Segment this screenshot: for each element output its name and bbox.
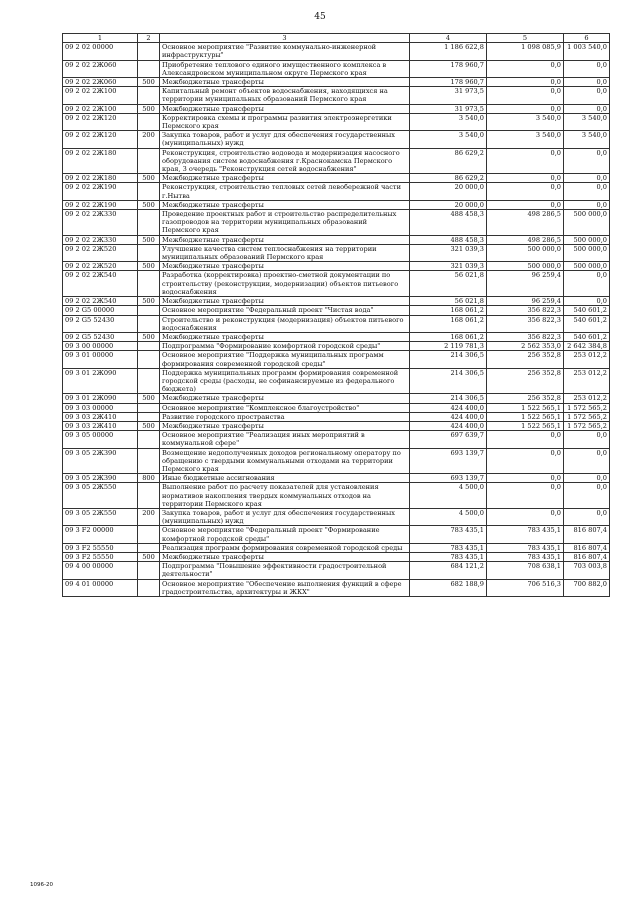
type-cell bbox=[138, 183, 160, 200]
budget-table-container bbox=[62, 33, 610, 597]
table-row bbox=[63, 394, 610, 403]
page-number: 45 bbox=[314, 12, 326, 22]
description-cell: Подпрограмма "Формирование комфортной городской среды" bbox=[160, 342, 410, 351]
amount-2021-cell: 4 500,0 bbox=[410, 483, 487, 509]
amount-2022-cell: 0,0 bbox=[487, 60, 564, 77]
amount-2021-cell: 56 021,8 bbox=[410, 271, 487, 297]
description-cell: Межбюджетные трансферты bbox=[160, 174, 410, 183]
column-number-2: 2 bbox=[138, 34, 160, 43]
code-cell: 09 2 02 2Ж060 bbox=[63, 60, 138, 77]
amount-2022-cell: 356 822,3 bbox=[487, 306, 564, 315]
description-cell: Межбюджетные трансферты bbox=[160, 394, 410, 403]
table-row bbox=[63, 431, 610, 448]
code-cell: 09 3 03 00000 bbox=[63, 403, 138, 412]
amount-2023-cell: 0,0 bbox=[564, 271, 610, 297]
amount-2023-cell: 0,0 bbox=[564, 87, 610, 104]
code-cell: 09 3 05 00000 bbox=[63, 431, 138, 448]
type-cell bbox=[138, 342, 160, 351]
amount-2023-cell: 500 000,0 bbox=[564, 210, 610, 236]
code-cell: 09 2 02 2Ж190 bbox=[63, 183, 138, 200]
amount-2022-cell: 0,0 bbox=[487, 474, 564, 483]
table-row bbox=[63, 104, 610, 113]
amount-2021-cell: 86 629,2 bbox=[410, 174, 487, 183]
description-cell: Подпрограмма "Повышение эффективности градостроительной деятельности" bbox=[160, 562, 410, 579]
table-row bbox=[63, 412, 610, 421]
code-cell: 09 2 02 2Ж120 bbox=[63, 113, 138, 130]
description-cell: Основное мероприятие "Федеральный проект "Формирование комфортной городской среды" bbox=[160, 526, 410, 543]
amount-2022-cell: 498 286,5 bbox=[487, 235, 564, 244]
code-cell: 09 3 05 2Ж390 bbox=[63, 474, 138, 483]
code-cell: 09 2 02 2Ж100 bbox=[63, 104, 138, 113]
type-cell: 800 bbox=[138, 474, 160, 483]
type-cell: 500 bbox=[138, 297, 160, 306]
amount-2021-cell: 178 960,7 bbox=[410, 78, 487, 87]
amount-2023-cell: 1 003 540,0 bbox=[564, 43, 610, 60]
column-number-5: 5 bbox=[487, 34, 564, 43]
table-row bbox=[63, 262, 610, 271]
amount-2021-cell: 31 973,5 bbox=[410, 87, 487, 104]
table-row bbox=[63, 200, 610, 209]
amount-2021-cell: 424 400,0 bbox=[410, 403, 487, 412]
amount-2022-cell: 708 638,1 bbox=[487, 562, 564, 579]
description-cell: Основное мероприятие "Развитие коммунально-инженерной инфраструктуры" bbox=[160, 43, 410, 60]
amount-2023-cell: 0,0 bbox=[564, 183, 610, 200]
code-cell: 09 2 02 2Ж060 bbox=[63, 78, 138, 87]
amount-2021-cell: 693 139,7 bbox=[410, 474, 487, 483]
type-cell bbox=[138, 271, 160, 297]
amount-2021-cell: 168 061,2 bbox=[410, 306, 487, 315]
type-cell: 500 bbox=[138, 262, 160, 271]
type-cell bbox=[138, 113, 160, 130]
amount-2021-cell: 178 960,7 bbox=[410, 60, 487, 77]
code-cell: 09 3 01 2Ж090 bbox=[63, 394, 138, 403]
amount-2022-cell: 96 259,4 bbox=[487, 271, 564, 297]
amount-2023-cell: 0,0 bbox=[564, 448, 610, 474]
description-cell: Межбюджетные трансферты bbox=[160, 200, 410, 209]
table-row bbox=[63, 210, 610, 236]
budget-table-body bbox=[63, 34, 610, 597]
column-number-1: 1 bbox=[63, 34, 138, 43]
code-cell: 09 3 F2 55550 bbox=[63, 552, 138, 561]
type-cell bbox=[138, 543, 160, 552]
code-cell: 09 2 G5 00000 bbox=[63, 306, 138, 315]
amount-2023-cell: 3 540,0 bbox=[564, 131, 610, 148]
type-cell bbox=[138, 148, 160, 174]
amount-2021-cell: 20 000,0 bbox=[410, 183, 487, 200]
amount-2021-cell: 693 139,7 bbox=[410, 448, 487, 474]
description-cell: Строительство и реконструкция (модернизация) объектов питьевого водоснабжения bbox=[160, 315, 410, 332]
amount-2021-cell: 4 500,0 bbox=[410, 508, 487, 525]
code-cell: 09 3 01 00000 bbox=[63, 351, 138, 368]
code-cell: 09 3 F2 00000 bbox=[63, 526, 138, 543]
table-row bbox=[63, 421, 610, 430]
code-cell: 09 3 05 2Ж550 bbox=[63, 508, 138, 525]
amount-2021-cell: 3 540,0 bbox=[410, 113, 487, 130]
amount-2022-cell: 1 098 085,9 bbox=[487, 43, 564, 60]
table-row bbox=[63, 552, 610, 561]
table-row bbox=[63, 174, 610, 183]
type-cell: 500 bbox=[138, 200, 160, 209]
description-cell: Улучшение качества систем теплоснабжения на территории муниципальных образований Пермского края bbox=[160, 244, 410, 261]
code-cell: 09 3 03 2Ж410 bbox=[63, 421, 138, 430]
table-row bbox=[63, 87, 610, 104]
amount-2021-cell: 783 435,1 bbox=[410, 552, 487, 561]
description-cell: Реконструкция, строительство водовода и модернизация насосного оборудования систем водоснабжения г.Краснокамска Пермского края, 3 очередь "Реконструкция сетей водоснабжения" bbox=[160, 148, 410, 174]
amount-2022-cell: 0,0 bbox=[487, 448, 564, 474]
amount-2021-cell: 214 306,5 bbox=[410, 394, 487, 403]
description-cell: Межбюджетные трансферты bbox=[160, 552, 410, 561]
type-cell bbox=[138, 43, 160, 60]
description-cell: Проведение проектных работ и строительство распределительных газопроводов на территории муниципальных образований Пермского края bbox=[160, 210, 410, 236]
amount-2023-cell: 0,0 bbox=[564, 148, 610, 174]
amount-2021-cell: 682 188,9 bbox=[410, 579, 487, 596]
amount-2023-cell: 816 807,4 bbox=[564, 552, 610, 561]
amount-2022-cell: 356 822,3 bbox=[487, 332, 564, 341]
type-cell bbox=[138, 368, 160, 394]
amount-2022-cell: 500 000,0 bbox=[487, 244, 564, 261]
type-cell bbox=[138, 351, 160, 368]
amount-2022-cell: 706 516,3 bbox=[487, 579, 564, 596]
type-cell bbox=[138, 483, 160, 509]
amount-2022-cell: 498 286,5 bbox=[487, 210, 564, 236]
amount-2023-cell: 1 572 565,2 bbox=[564, 403, 610, 412]
amount-2022-cell: 96 259,4 bbox=[487, 297, 564, 306]
amount-2021-cell: 488 458,3 bbox=[410, 210, 487, 236]
table-row bbox=[63, 131, 610, 148]
description-cell: Межбюджетные трансферты bbox=[160, 104, 410, 113]
description-cell: Реализация программ формирования современной городской среды bbox=[160, 543, 410, 552]
amount-2023-cell: 500 000,0 bbox=[564, 244, 610, 261]
amount-2021-cell: 20 000,0 bbox=[410, 200, 487, 209]
type-cell bbox=[138, 306, 160, 315]
table-row bbox=[63, 113, 610, 130]
amount-2021-cell: 31 973,5 bbox=[410, 104, 487, 113]
amount-2023-cell: 0,0 bbox=[564, 104, 610, 113]
amount-2022-cell: 1 522 565,1 bbox=[487, 403, 564, 412]
code-cell: 09 3 05 2Ж390 bbox=[63, 448, 138, 474]
amount-2021-cell: 1 186 622,8 bbox=[410, 43, 487, 60]
table-row bbox=[63, 543, 610, 552]
amount-2022-cell: 3 540,0 bbox=[487, 131, 564, 148]
table-row bbox=[63, 183, 610, 200]
table-row bbox=[63, 448, 610, 474]
amount-2022-cell: 0,0 bbox=[487, 78, 564, 87]
table-row bbox=[63, 148, 610, 174]
amount-2021-cell: 697 639,7 bbox=[410, 431, 487, 448]
description-cell: Выполнение работ по расчету показателей для установления нормативов накопления твердых коммунальных отходов на территории Пермского края bbox=[160, 483, 410, 509]
amount-2021-cell: 424 400,0 bbox=[410, 412, 487, 421]
code-cell: 09 2 02 2Ж540 bbox=[63, 297, 138, 306]
amount-2023-cell: 540 601,2 bbox=[564, 306, 610, 315]
type-cell bbox=[138, 403, 160, 412]
amount-2022-cell: 356 822,3 bbox=[487, 315, 564, 332]
type-cell bbox=[138, 315, 160, 332]
table-row bbox=[63, 526, 610, 543]
amount-2022-cell: 0,0 bbox=[487, 87, 564, 104]
code-cell: 09 2 02 00000 bbox=[63, 43, 138, 60]
type-cell bbox=[138, 448, 160, 474]
type-cell bbox=[138, 87, 160, 104]
table-row bbox=[63, 332, 610, 341]
description-cell: Межбюджетные трансферты bbox=[160, 235, 410, 244]
amount-2023-cell: 0,0 bbox=[564, 200, 610, 209]
amount-2022-cell: 0,0 bbox=[487, 431, 564, 448]
type-cell bbox=[138, 562, 160, 579]
amount-2021-cell: 321 039,3 bbox=[410, 262, 487, 271]
amount-2022-cell: 1 522 565,1 bbox=[487, 421, 564, 430]
amount-2021-cell: 783 435,1 bbox=[410, 543, 487, 552]
type-cell: 500 bbox=[138, 332, 160, 341]
table-row bbox=[63, 368, 610, 394]
table-row bbox=[63, 297, 610, 306]
amount-2022-cell: 0,0 bbox=[487, 483, 564, 509]
amount-2023-cell: 0,0 bbox=[564, 78, 610, 87]
code-cell: 09 4 01 00000 bbox=[63, 579, 138, 596]
description-cell: Основное мероприятие "Обеспечение выполнения функций в сфере градостроительства, архитектуры и ЖКХ" bbox=[160, 579, 410, 596]
type-cell: 500 bbox=[138, 421, 160, 430]
table-row bbox=[63, 315, 610, 332]
description-cell: Межбюджетные трансферты bbox=[160, 78, 410, 87]
code-cell: 09 2 02 2Ж520 bbox=[63, 244, 138, 261]
amount-2023-cell: 0,0 bbox=[564, 508, 610, 525]
amount-2023-cell: 2 642 384,8 bbox=[564, 342, 610, 351]
table-row bbox=[63, 474, 610, 483]
description-cell: Развитие городского пространства bbox=[160, 412, 410, 421]
amount-2022-cell: 0,0 bbox=[487, 200, 564, 209]
type-cell: 500 bbox=[138, 394, 160, 403]
amount-2023-cell: 540 601,2 bbox=[564, 332, 610, 341]
type-cell: 500 bbox=[138, 552, 160, 561]
description-cell: Межбюджетные трансферты bbox=[160, 262, 410, 271]
type-cell bbox=[138, 412, 160, 421]
amount-2023-cell: 816 807,4 bbox=[564, 526, 610, 543]
description-cell: Межбюджетные трансферты bbox=[160, 297, 410, 306]
amount-2022-cell: 2 562 353,0 bbox=[487, 342, 564, 351]
description-cell: Разработка (корректировка) проектно-сметной документации по строительству (реконструкции, модернизации) объектов питьевого водоснабжения bbox=[160, 271, 410, 297]
amount-2022-cell: 0,0 bbox=[487, 104, 564, 113]
amount-2022-cell: 783 435,1 bbox=[487, 552, 564, 561]
description-cell: Межбюджетные трансферты bbox=[160, 421, 410, 430]
description-cell: Возмещение недополученных доходов региональному оператору по обращению с твердыми коммунальными отходами на территории Пермского края bbox=[160, 448, 410, 474]
table-row bbox=[63, 483, 610, 509]
column-number-row bbox=[63, 34, 610, 43]
amount-2022-cell: 0,0 bbox=[487, 148, 564, 174]
amount-2022-cell: 256 352,8 bbox=[487, 368, 564, 394]
amount-2023-cell: 500 000,0 bbox=[564, 262, 610, 271]
type-cell: 200 bbox=[138, 508, 160, 525]
amount-2021-cell: 488 458,3 bbox=[410, 235, 487, 244]
description-cell: Основное мероприятие "Реализация иных мероприятий в коммунальной сфере" bbox=[160, 431, 410, 448]
amount-2021-cell: 168 061,2 bbox=[410, 315, 487, 332]
table-row bbox=[63, 271, 610, 297]
amount-2021-cell: 56 021,8 bbox=[410, 297, 487, 306]
table-row bbox=[63, 60, 610, 77]
amount-2022-cell: 0,0 bbox=[487, 508, 564, 525]
amount-2023-cell: 0,0 bbox=[564, 60, 610, 77]
amount-2023-cell: 0,0 bbox=[564, 483, 610, 509]
description-cell: Реконструкция, строительство тепловых сетей левобережной части г.Нытва bbox=[160, 183, 410, 200]
amount-2023-cell: 3 540,0 bbox=[564, 113, 610, 130]
description-cell: Корректировка схемы и программы развития электроэнергетики Пермского края bbox=[160, 113, 410, 130]
type-cell bbox=[138, 210, 160, 236]
amount-2023-cell: 700 882,0 bbox=[564, 579, 610, 596]
code-cell: 09 2 02 2Ж120 bbox=[63, 131, 138, 148]
table-row bbox=[63, 78, 610, 87]
table-row bbox=[63, 562, 610, 579]
amount-2022-cell: 256 352,8 bbox=[487, 394, 564, 403]
type-cell: 500 bbox=[138, 78, 160, 87]
type-cell bbox=[138, 579, 160, 596]
table-row bbox=[63, 579, 610, 596]
description-cell: Приобретение теплового единого имущественного комплекса в Александровском муниципальном округе Пермского края bbox=[160, 60, 410, 77]
description-cell: Основное мероприятие "Поддержка муниципальных программ формирования современной городской среды" bbox=[160, 351, 410, 368]
budget-table bbox=[62, 33, 610, 597]
table-row bbox=[63, 508, 610, 525]
code-cell: 09 3 00 00000 bbox=[63, 342, 138, 351]
amount-2023-cell: 703 003,8 bbox=[564, 562, 610, 579]
amount-2022-cell: 256 352,8 bbox=[487, 351, 564, 368]
amount-2023-cell: 0,0 bbox=[564, 297, 610, 306]
type-cell: 500 bbox=[138, 174, 160, 183]
type-cell bbox=[138, 244, 160, 261]
code-cell: 09 2 G5 52430 bbox=[63, 315, 138, 332]
column-number-4: 4 bbox=[410, 34, 487, 43]
amount-2021-cell: 2 119 781,3 bbox=[410, 342, 487, 351]
table-row bbox=[63, 342, 610, 351]
amount-2023-cell: 0,0 bbox=[564, 174, 610, 183]
code-cell: 09 2 G5 52430 bbox=[63, 332, 138, 341]
code-cell: 09 3 F2 55550 bbox=[63, 543, 138, 552]
type-cell bbox=[138, 60, 160, 77]
type-cell: 500 bbox=[138, 104, 160, 113]
amount-2021-cell: 783 435,1 bbox=[410, 526, 487, 543]
table-row bbox=[63, 235, 610, 244]
description-cell: Основное мероприятие "Федеральный проект "Чистая вода" bbox=[160, 306, 410, 315]
amount-2021-cell: 214 306,5 bbox=[410, 368, 487, 394]
footer-code: 1096-20 bbox=[30, 882, 53, 888]
code-cell: 09 3 05 2Ж550 bbox=[63, 483, 138, 509]
code-cell: 09 4 00 00000 bbox=[63, 562, 138, 579]
type-cell bbox=[138, 526, 160, 543]
code-cell: 09 2 02 2Ж100 bbox=[63, 87, 138, 104]
amount-2023-cell: 500 000,0 bbox=[564, 235, 610, 244]
type-cell bbox=[138, 431, 160, 448]
code-cell: 09 2 02 2Ж180 bbox=[63, 148, 138, 174]
table-row bbox=[63, 403, 610, 412]
amount-2022-cell: 783 435,1 bbox=[487, 526, 564, 543]
code-cell: 09 2 02 2Ж180 bbox=[63, 174, 138, 183]
table-row bbox=[63, 43, 610, 60]
amount-2023-cell: 253 012,2 bbox=[564, 368, 610, 394]
description-cell: Межбюджетные трансферты bbox=[160, 332, 410, 341]
amount-2022-cell: 783 435,1 bbox=[487, 543, 564, 552]
amount-2021-cell: 214 306,5 bbox=[410, 351, 487, 368]
amount-2021-cell: 3 540,0 bbox=[410, 131, 487, 148]
amount-2023-cell: 1 572 565,2 bbox=[564, 412, 610, 421]
amount-2022-cell: 0,0 bbox=[487, 183, 564, 200]
amount-2021-cell: 684 121,2 bbox=[410, 562, 487, 579]
amount-2023-cell: 253 012,2 bbox=[564, 351, 610, 368]
description-cell: Закупка товаров, работ и услуг для обеспечения государственных (муниципальных) нужд bbox=[160, 131, 410, 148]
code-cell: 09 3 03 2Ж410 bbox=[63, 412, 138, 421]
description-cell: Закупка товаров, работ и услуг для обеспечения государственных (муниципальных) нужд bbox=[160, 508, 410, 525]
code-cell: 09 2 02 2Ж540 bbox=[63, 271, 138, 297]
amount-2023-cell: 0,0 bbox=[564, 431, 610, 448]
amount-2023-cell: 1 572 565,2 bbox=[564, 421, 610, 430]
table-row bbox=[63, 244, 610, 261]
description-cell: Поддержка муниципальных программ формирования современной городской среды (расходы, не софинансируемые из федерального бюджета) bbox=[160, 368, 410, 394]
description-cell: Основное мероприятие "Комплексное благоустройство" bbox=[160, 403, 410, 412]
description-cell: Иные бюджетные ассигнования bbox=[160, 474, 410, 483]
table-row bbox=[63, 306, 610, 315]
amount-2023-cell: 253 012,2 bbox=[564, 394, 610, 403]
column-number-6: 6 bbox=[564, 34, 610, 43]
code-cell: 09 2 02 2Ж520 bbox=[63, 262, 138, 271]
code-cell: 09 2 02 2Ж330 bbox=[63, 235, 138, 244]
amount-2021-cell: 321 039,3 bbox=[410, 244, 487, 261]
code-cell: 09 2 02 2Ж330 bbox=[63, 210, 138, 236]
amount-2022-cell: 500 000,0 bbox=[487, 262, 564, 271]
amount-2021-cell: 424 400,0 bbox=[410, 421, 487, 430]
type-cell: 500 bbox=[138, 235, 160, 244]
amount-2022-cell: 0,0 bbox=[487, 174, 564, 183]
code-cell: 09 2 02 2Ж190 bbox=[63, 200, 138, 209]
amount-2023-cell: 0,0 bbox=[564, 474, 610, 483]
type-cell: 200 bbox=[138, 131, 160, 148]
table-row bbox=[63, 351, 610, 368]
amount-2022-cell: 3 540,0 bbox=[487, 113, 564, 130]
amount-2022-cell: 1 522 565,1 bbox=[487, 412, 564, 421]
description-cell: Капитальный ремонт объектов водоснабжения, находящихся на территории муниципальных образований Пермского края bbox=[160, 87, 410, 104]
code-cell: 09 3 01 2Ж090 bbox=[63, 368, 138, 394]
amount-2023-cell: 540 601,2 bbox=[564, 315, 610, 332]
amount-2023-cell: 816 807,4 bbox=[564, 543, 610, 552]
column-number-3: 3 bbox=[160, 34, 410, 43]
amount-2021-cell: 86 629,2 bbox=[410, 148, 487, 174]
amount-2021-cell: 168 061,2 bbox=[410, 332, 487, 341]
